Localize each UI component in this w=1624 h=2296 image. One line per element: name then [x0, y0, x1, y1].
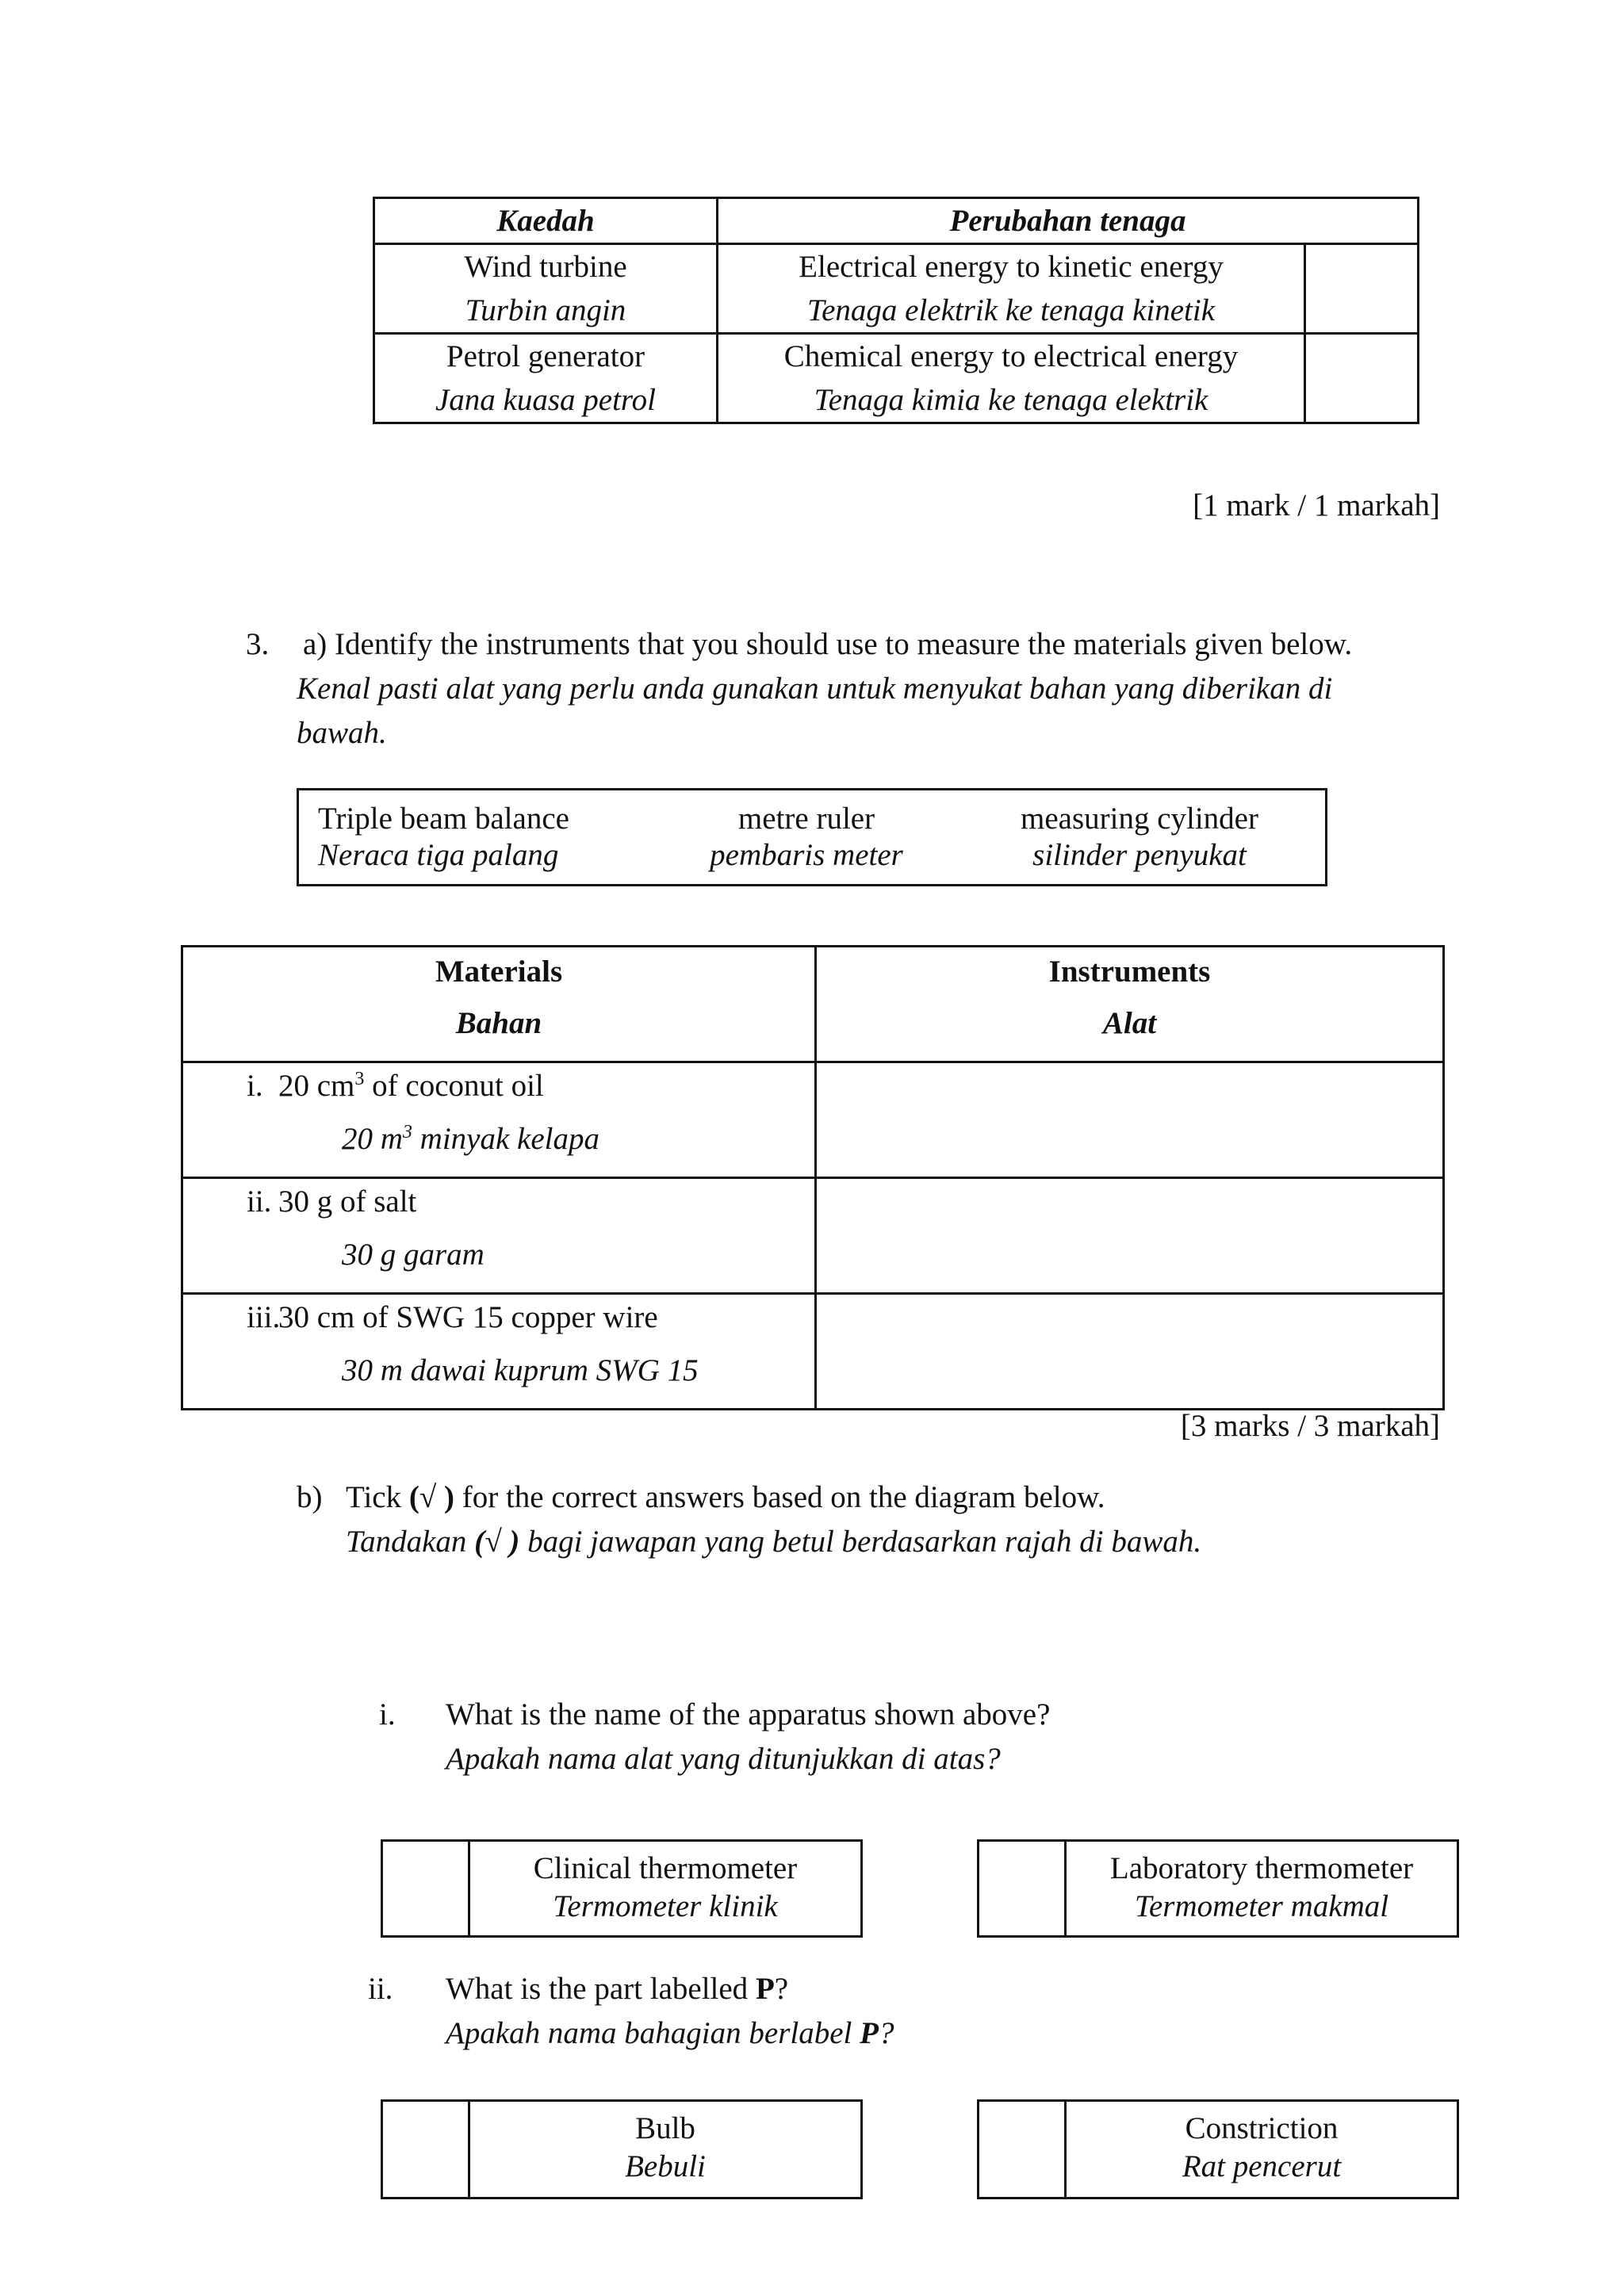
- row-number: i.: [247, 1069, 263, 1103]
- tick-cell[interactable]: [1305, 244, 1419, 334]
- energy-change-table: [373, 197, 1419, 424]
- table-row: [182, 1178, 1444, 1294]
- q3b-ms: Tandakan (√ ) bagi jawapan yang betul berdasarkan rajah di bawah.: [346, 1525, 1202, 1559]
- q3b-label: b): [297, 1480, 323, 1514]
- choice-clinical-thermometer[interactable]: Clinical thermometer Termometer klinik: [381, 1839, 863, 1938]
- q3b-en: Tick (√ ) for the correct answers based on the diagram below.: [346, 1480, 1105, 1514]
- instrument-answer-cell[interactable]: [816, 1294, 1444, 1410]
- mark-1: [1 mark / 1 markah]: [1193, 488, 1440, 522]
- choice-laboratory-thermometer[interactable]: Laboratory thermometer Termometer makmal: [977, 1839, 1459, 1938]
- method-en: Wind turbine: [464, 250, 627, 284]
- header-perubahan-tenaga: Perubahan tenaga: [718, 198, 1419, 244]
- change-ms: Tenaga kimia ke tenaga elektrik: [814, 383, 1208, 417]
- choice-constriction[interactable]: Constriction Rat pencerut: [977, 2099, 1459, 2199]
- mark-3: [3 marks / 3 markah]: [1180, 1409, 1440, 1443]
- option-1: Triple beam balance Neraca tiga palang: [318, 802, 569, 872]
- material-en: 30 cm of SWG 15 copper wire: [278, 1300, 658, 1334]
- q3a-ms-1: Kenal pasti alat yang perlu anda gunakan untuk menyukat bahan yang diberikan di: [297, 672, 1333, 706]
- header-alat: Alat: [1102, 1006, 1157, 1040]
- material-en: 20 $cm^3$ of coconut oil: [278, 1069, 544, 1103]
- change-ms: Tenaga elektrik ke tenaga kinetik: [806, 293, 1216, 327]
- question-number: 3.: [246, 627, 270, 661]
- header-kaedah: Kaedah: [374, 198, 718, 244]
- table-row: [374, 244, 1419, 334]
- bi-question-en: What is the name of the apparatus shown above?: [446, 1697, 1051, 1732]
- tick-box[interactable]: [979, 2102, 1067, 2197]
- option-3: measuring cylinder silinder penyukat: [1021, 802, 1258, 872]
- header-materials: Materials: [435, 955, 563, 989]
- choice-bulb[interactable]: Bulb Bebuli: [381, 2099, 863, 2199]
- bi-question-ms: Apakah nama alat yang ditunjukkan di atas?: [446, 1742, 1001, 1776]
- change-en: Electrical energy to kinetic energy: [799, 250, 1224, 284]
- bii-number: ii.: [368, 1972, 393, 2006]
- instrument-answer-cell[interactable]: [816, 1062, 1444, 1178]
- header-bahan: Bahan: [455, 1006, 542, 1040]
- tick-box[interactable]: [979, 1842, 1067, 1935]
- material-ms: 20 $m^3$ minyak kelapa: [342, 1122, 599, 1156]
- row-number: iii.: [247, 1300, 281, 1334]
- method-ms: Jana kuasa petrol: [435, 383, 656, 417]
- bii-question-ms: Apakah nama bahagian berlabel P?: [446, 2016, 894, 2050]
- table-row: [182, 1062, 1444, 1178]
- tick-box[interactable]: [383, 1842, 470, 1935]
- method-en: Petrol generator: [446, 339, 645, 373]
- q3a-ms-2: bawah.: [297, 716, 387, 750]
- bii-question-en: What is the part labelled P?: [446, 1972, 789, 2006]
- option-2: metre ruler pembaris meter: [710, 802, 903, 872]
- header-instruments: Instruments: [1048, 955, 1211, 989]
- instrument-options-box: [297, 788, 1327, 886]
- q3a-en: a) Identify the instruments that you should use to measure the materials given below.: [303, 627, 1353, 661]
- row-number: ii.: [247, 1184, 272, 1219]
- method-ms: Turbin angin: [465, 293, 626, 327]
- tick-cell[interactable]: [1305, 334, 1419, 423]
- material-ms: 30 g garam: [342, 1238, 485, 1272]
- materials-table: [181, 945, 1445, 1410]
- change-en: Chemical energy to electrical energy: [783, 339, 1239, 373]
- tick-box[interactable]: [383, 2102, 470, 2197]
- material-en: 30 g of salt: [278, 1184, 417, 1219]
- table-row: [374, 334, 1419, 423]
- table-row: [182, 1294, 1444, 1410]
- instrument-answer-cell[interactable]: [816, 1178, 1444, 1294]
- bi-number: i.: [379, 1697, 396, 1732]
- material-ms: 30 m dawai kuprum SWG 15: [342, 1353, 699, 1387]
